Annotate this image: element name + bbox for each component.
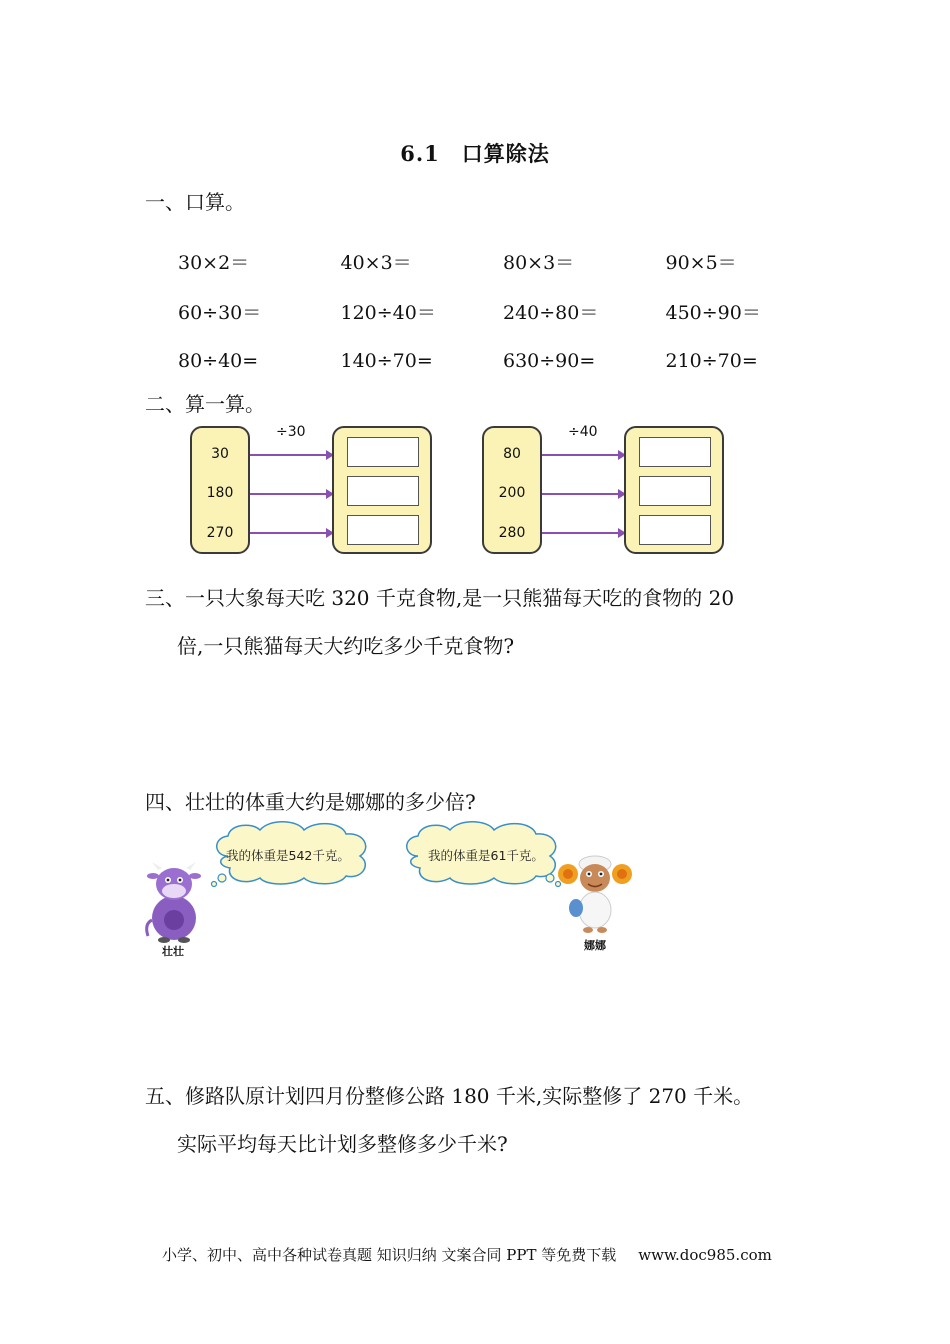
input-value: 80 <box>503 446 521 462</box>
question-line: 倍,一只熊猫每天大约吃多少千克食物? <box>177 634 515 658</box>
input-value: 200 <box>498 485 526 501</box>
left-character-name: 壮壮 <box>162 945 184 958</box>
arrow <box>542 454 624 456</box>
calc-item: 450÷90＝ <box>665 301 761 324</box>
arrow <box>542 532 624 534</box>
arrow <box>250 454 332 456</box>
footer-text: 小学、初中、高中各种试卷真题 知识归纳 文案合同 PPT 等免费下载 <box>162 1246 617 1264</box>
calc-item: 120÷40＝ <box>340 301 436 324</box>
footer <box>162 1244 772 1265</box>
calc-item: 80÷40= <box>178 350 259 372</box>
cow-character-icon <box>142 858 206 944</box>
calc-item: 210÷70= <box>665 350 758 372</box>
answer-box[interactable] <box>639 437 711 467</box>
arrow <box>250 532 332 534</box>
sheep-character-icon <box>556 852 636 936</box>
output-column <box>332 426 432 554</box>
division-machine-2 <box>482 426 742 556</box>
operation-label: ÷30 <box>276 424 306 440</box>
calc-item: 80×3＝ <box>503 251 575 274</box>
arrow <box>250 493 332 495</box>
answer-box[interactable] <box>347 515 419 545</box>
calc-row <box>178 286 828 336</box>
division-machine-1 <box>190 426 450 556</box>
input-value: 270 <box>206 525 234 541</box>
input-value: 280 <box>498 525 526 541</box>
question-line: 五、修路队原计划四月份整修公路 180 千米,实际整修了 270 千米。 <box>145 1084 754 1108</box>
calc-item: 240÷80＝ <box>503 301 599 324</box>
answer-box[interactable] <box>639 476 711 506</box>
answer-box[interactable] <box>639 515 711 545</box>
operation-label: ÷40 <box>568 424 598 440</box>
calc-item: 60÷30＝ <box>178 301 262 324</box>
section-3-question <box>145 574 815 670</box>
calc-item: 40×3＝ <box>340 251 412 274</box>
question-line: 三、一只大象每天吃 320 千克食物,是一只熊猫每天吃的食物的 20 <box>145 586 735 610</box>
calc-row <box>178 336 828 386</box>
page-title: 6.1 口算除法 <box>400 141 550 166</box>
calc-row <box>178 236 828 286</box>
arrow <box>542 493 624 495</box>
answer-box[interactable] <box>347 476 419 506</box>
calc-item: 90×5＝ <box>665 251 737 274</box>
section-1-heading: 一、口算。 <box>145 190 245 214</box>
section-2-heading: 二、算一算。 <box>145 392 265 416</box>
calc-item: 630÷90= <box>503 350 596 372</box>
answer-box[interactable] <box>347 437 419 467</box>
question-line: 实际平均每天比计划多整修多少千米? <box>177 1132 508 1156</box>
input-value: 180 <box>206 485 234 501</box>
section-5-question <box>145 1072 815 1168</box>
output-column <box>624 426 724 554</box>
section-4-heading: 四、壮壮的体重大约是娜娜的多少倍? <box>145 790 476 814</box>
oral-calc-grid <box>178 236 828 386</box>
left-bubble-text: 我的体重是542千克。 <box>226 848 350 863</box>
right-character-name: 娜娜 <box>584 939 606 952</box>
footer-url[interactable]: www.doc985.com <box>638 1246 772 1264</box>
calc-item: 30×2＝ <box>178 251 250 274</box>
calc-item: 140÷70= <box>340 350 433 372</box>
input-value: 30 <box>211 446 229 462</box>
right-bubble-text: 我的体重是61千克。 <box>428 848 544 863</box>
